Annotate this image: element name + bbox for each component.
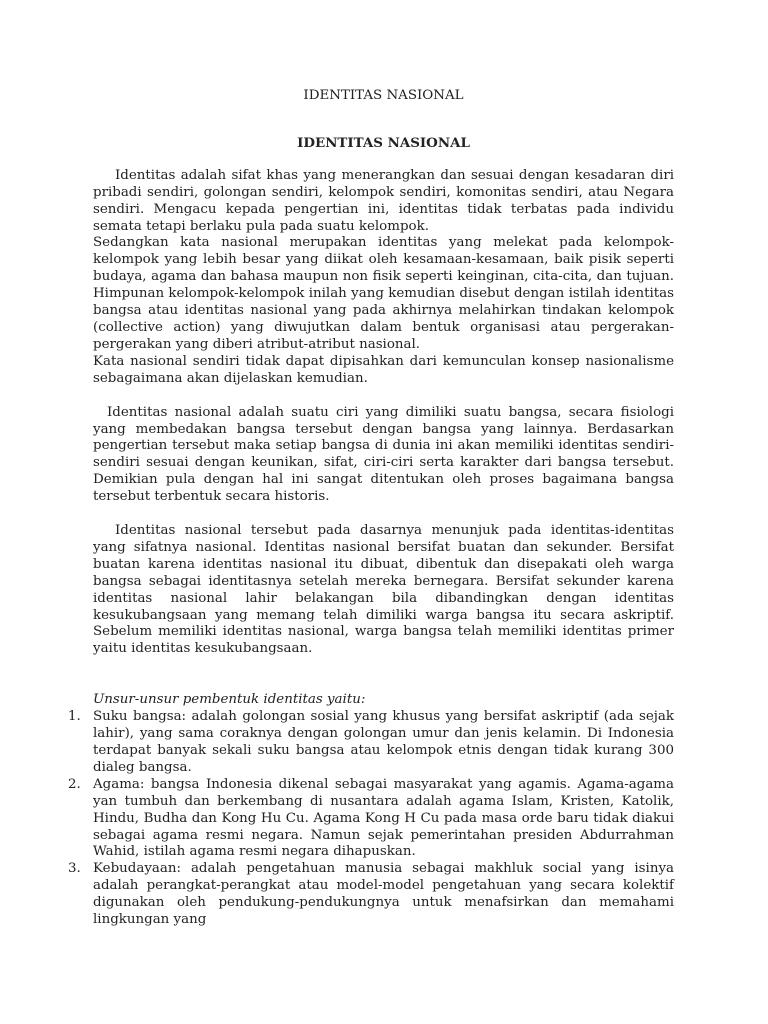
list-item-number: 3. [68,861,81,877]
paragraph-buatan-sekunder: Identitas nasional tersebut pada dasarnya menunjuk pada identitas-identitas yang sifatnya nasional. Identitas nasional bersifat buatan dan sekunder. Bersifat buatan karena identitas nasional itu dibuat, dibentuk dan disepakati oleh warga bangsa sebagai identitasnya setelah mereka bernegara. Bersifat sekunder karena identitas nasional lahir belakangan bila dibandingkan dengan identitas kesukubangsaan yang memang telah dimiliki warga bangsa itu secara askriptif. Sebelum memiliki identitas nasional, warga bangsa telah memiliki identitas primer yaitu identitas kesukubangsaan. [93,523,674,657]
unsur-list [68,709,674,929]
list-item-number: 1. [68,709,81,725]
paragraph-kata-nasional: Sedangkan kata nasional merupakan identitas yang melekat pada kelompok-kelompok yang lebih besar yang diikat oleh kesamaan-kesamaan, baik pisik seperti budaya, agama dan bahasa maupun non fisik seperti keinginan, cita-cita, dan tujuan. Himpunan kelompok-kelompok inilah yang kemudian disebut dengan istilah identitas bangsa atau identitas nasional yang pada akhirnya melahirkan tindakan kelompok (collective action) yang diwujutkan dalam bentuk organisasi atau pergerakan-pergerakan yang diberi atribut-atribut nasional. [93,235,674,352]
paragraph-spacer [93,675,674,692]
list-item-text: Agama: bangsa Indonesia dikenal sebagai masyarakat yang agamis. Agama-agama yan tumbuh dan berkembang di nusantara adalah agama Islam, Kristen, Katolik, Hindu, Budha dan Kong Hu Cu. Agama Kong H Cu pada masa orde baru tidak diakui sebagai agama resmi negara. Namun sejak pemerintahan presiden Abdurrahman Wahid, istilah agama resmi negara dihapuskan. [93,776,674,860]
paragraph-nasionalisme: Kata nasional sendiri tidak dapat dipisahkan dari kemunculan konsep nasionalisme sebagaimana akan dijelaskan kemudian. [93,353,674,386]
section-title: IDENTITAS NASIONAL [297,134,470,151]
list-heading: Unsur-unsur pembentuk identitas yaitu: [93,692,366,708]
list-item-text: Kebudayaan: adalah pengetahuan manusia sebagai makhluk social yang isinya adalah perangkat-perangkat atau model-model pengetahuan yang secara kolektif digunakan oleh pendukung-pendukungnya untuk menafsirkan dan memahami lingkungan yang [93,861,674,928]
list-item [68,861,674,929]
paragraph-spacer [93,388,674,405]
paragraph-spacer [93,658,674,675]
list-item [68,709,674,777]
list-item-text: Suku bangsa: adalah golongan sosial yang khusus yang bersifat askriptif (ada sejak lahir), yang sama coraknya dengan golongan umur dan jenis kelamin. Di Indonesia terdapat banyak sekali suku bangsa atau kelompok etnis dengan tidak kurang 300 dialeg bangsa. [93,709,674,775]
paragraph-spacer [93,506,674,523]
list-item [68,776,674,862]
document-title: IDENTITAS NASIONAL [303,88,464,103]
paragraph-identitas-definition: Identitas adalah sifat khas yang menerangkan dan sesuai dengan kesadaran diri pribadi sendiri, golongan sendiri, kelompok sendiri, komonitas sendiri, atau Negara sendiri. Mengacu kepada pengertian ini, identitas tidak terbatas pada individu semata tetapi berlaku pula pada suatu kelompok. [93,167,674,234]
list-item-number: 2. [68,776,81,792]
paragraph-identitas-nasional-definition: Identitas nasional adalah suatu ciri yang dimiliki suatu bangsa, secara fisiologi yang membedakan bangsa tersebut dengan bangsa yang lainnya. Berdasarkan pengertian tersebut maka setiap bangsa di dunia ini akan memiliki identitas sendiri-sendiri sesuai dengan keunikan, sifat, ciri-ciri serta karakter dari bangsa tersebut. Demikian pula dengan hal ini sangat ditentukan oleh proses bagaimana bangsa tersebut terbentuk secara historis. [93,404,674,505]
